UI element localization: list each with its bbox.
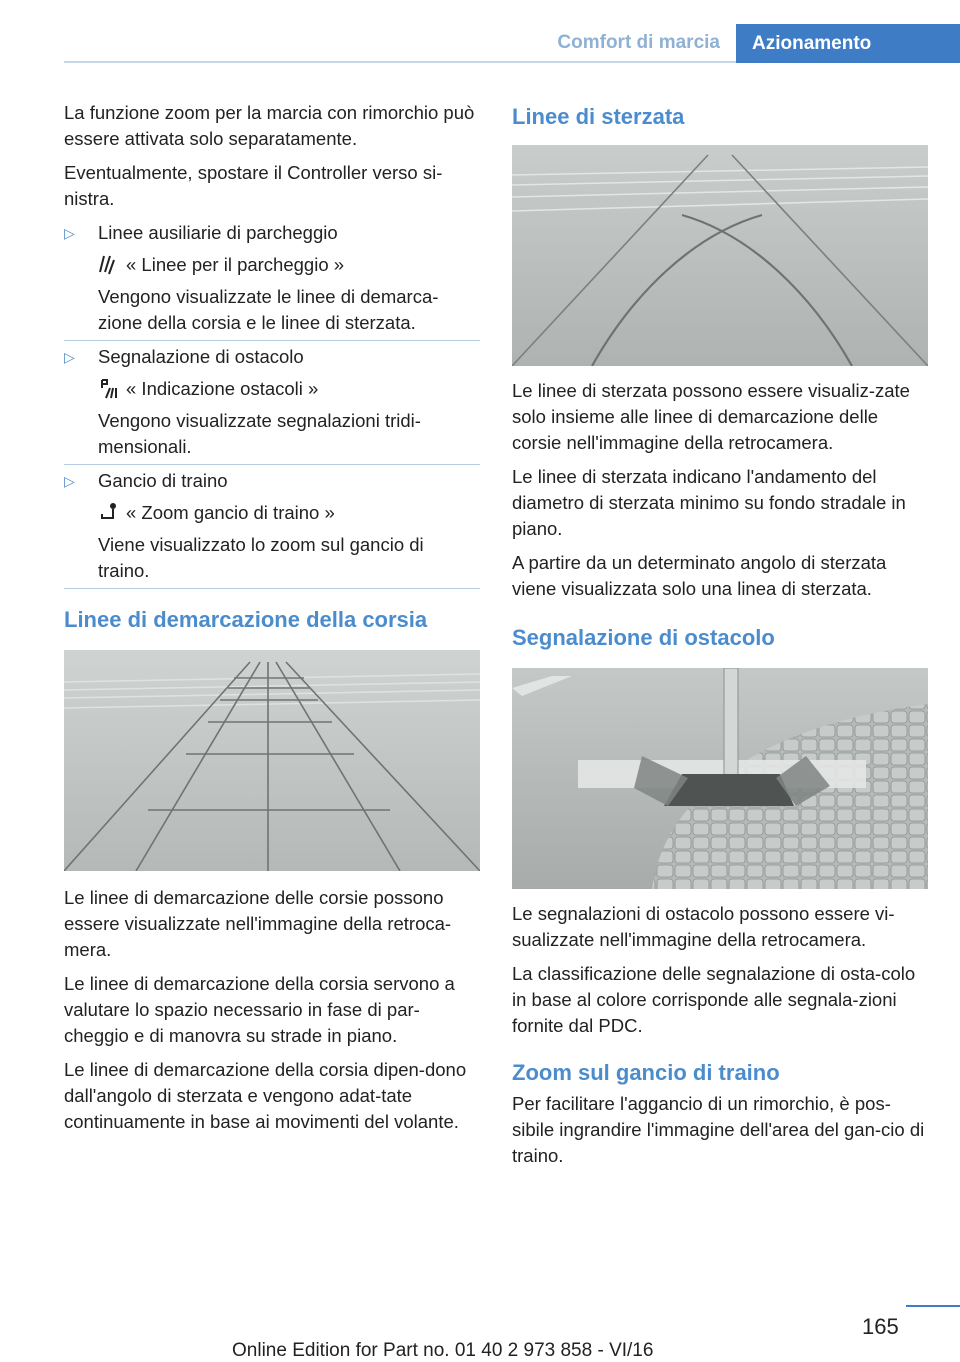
section-title-tow-hitch-zoom: Zoom sul gancio di traino: [512, 1060, 780, 1085]
obstacle-paragraph-1: Le segnalazioni di ostacolo possono essere vi-sualizzate nell'immagine della retrocamera.: [512, 903, 895, 950]
list-item: [64, 468, 480, 584]
tab-azionamento[interactable]: Azionamento: [736, 24, 960, 63]
triangle-bullet-icon: ▷: [64, 349, 75, 365]
list-item-description: Viene visualizzato lo zoom sul gancio di traino.: [98, 534, 424, 581]
list-item: [64, 344, 480, 460]
menu-entry-label: « Indicazione ostacoli »: [126, 378, 319, 399]
intro-paragraph-2: Eventualmente, spostare il Controller verso si-nistra.: [64, 162, 443, 209]
tow-hitch-paragraph: Per facilitare l'aggancio di un rimorchio, è pos-sibile ingrandire l'immagine dell'area del gan-cio di traino.: [512, 1093, 925, 1166]
list-item-title: Gancio di traino: [98, 470, 228, 491]
tab-comfort-di-marcia[interactable]: Comfort di marcia: [557, 32, 720, 53]
edition-note: Online Edition for Part no. 01 40 2 973 858 - VI/16: [232, 1340, 654, 1361]
list-item: [64, 220, 480, 336]
obstacle-marking-icon: [98, 378, 118, 400]
left-column: [64, 100, 480, 1143]
view-options-list: [64, 220, 480, 584]
obstacle-paragraph-2: La classificazione delle segnalazione di osta-colo in base al colore corrisponde alle segnala-zioni fornite dal PDC.: [512, 963, 916, 1036]
section-title-obstacle: Segnalazione di ostacolo: [512, 625, 775, 650]
lane-lines-image: [64, 650, 480, 871]
triangle-bullet-icon: ▷: [64, 225, 75, 241]
tow-hitch-icon: [98, 502, 118, 524]
section-title-lane-lines: Linee di demarcazione della corsia: [64, 607, 428, 632]
lane-paragraph-2: Le linee di demarcazione della corsia servono a valutare lo spazio necessario in fase di par-cheggio e di manovra su strade in piano.: [64, 973, 455, 1046]
list-item-description: Vengono visualizzate segnalazioni tridi-mensionali.: [98, 410, 421, 457]
intro-paragraph-1: La funzione zoom per la marcia con rimorchio può essere attivata solo separatamente.: [64, 102, 475, 149]
right-column: [512, 100, 928, 1177]
lane-paragraph-1: Le linee di demarcazione delle corsie possono essere visualizzate nell'immagine della retroca-mera.: [64, 887, 452, 960]
menu-entry-label: « Zoom gancio di traino »: [126, 502, 335, 523]
triangle-bullet-icon: ▷: [64, 473, 75, 489]
footer-rule: [906, 1305, 960, 1307]
menu-entry-label: « Linee per il parcheggio »: [126, 254, 345, 275]
steering-lines-image: [512, 145, 928, 366]
steering-paragraph-1: Le linee di sterzata possono essere visualiz-zate solo insieme alle linee di demarcazione delle corsie nell'immagine della retrocamera.: [512, 380, 910, 453]
list-item-title: Linee ausiliarie di parcheggio: [98, 222, 338, 243]
page-number: 165: [862, 1314, 899, 1339]
obstacle-marking-image: [512, 668, 928, 889]
steering-paragraph-2: Le linee di sterzata indicano l'andamento del diametro di sterzata minimo su fondo stradale in piano.: [512, 466, 906, 539]
section-title-steering-lines: Linee di sterzata: [512, 104, 685, 129]
list-item-description: Vengono visualizzate le linee di demarca-zione della corsia e le linee di sterzata.: [98, 286, 439, 333]
lane-paragraph-3: Le linee di demarcazione della corsia dipen-dono dall'angolo di sterzata e vengono adat-tate continuamente in base ai movimenti del volante.: [64, 1059, 467, 1132]
parking-lines-icon: [98, 254, 118, 276]
list-item-title: Segnalazione di ostacolo: [98, 346, 304, 367]
steering-paragraph-3: A partire da un determinato angolo di sterzata viene visualizzata solo una linea di sterzata.: [512, 552, 887, 599]
